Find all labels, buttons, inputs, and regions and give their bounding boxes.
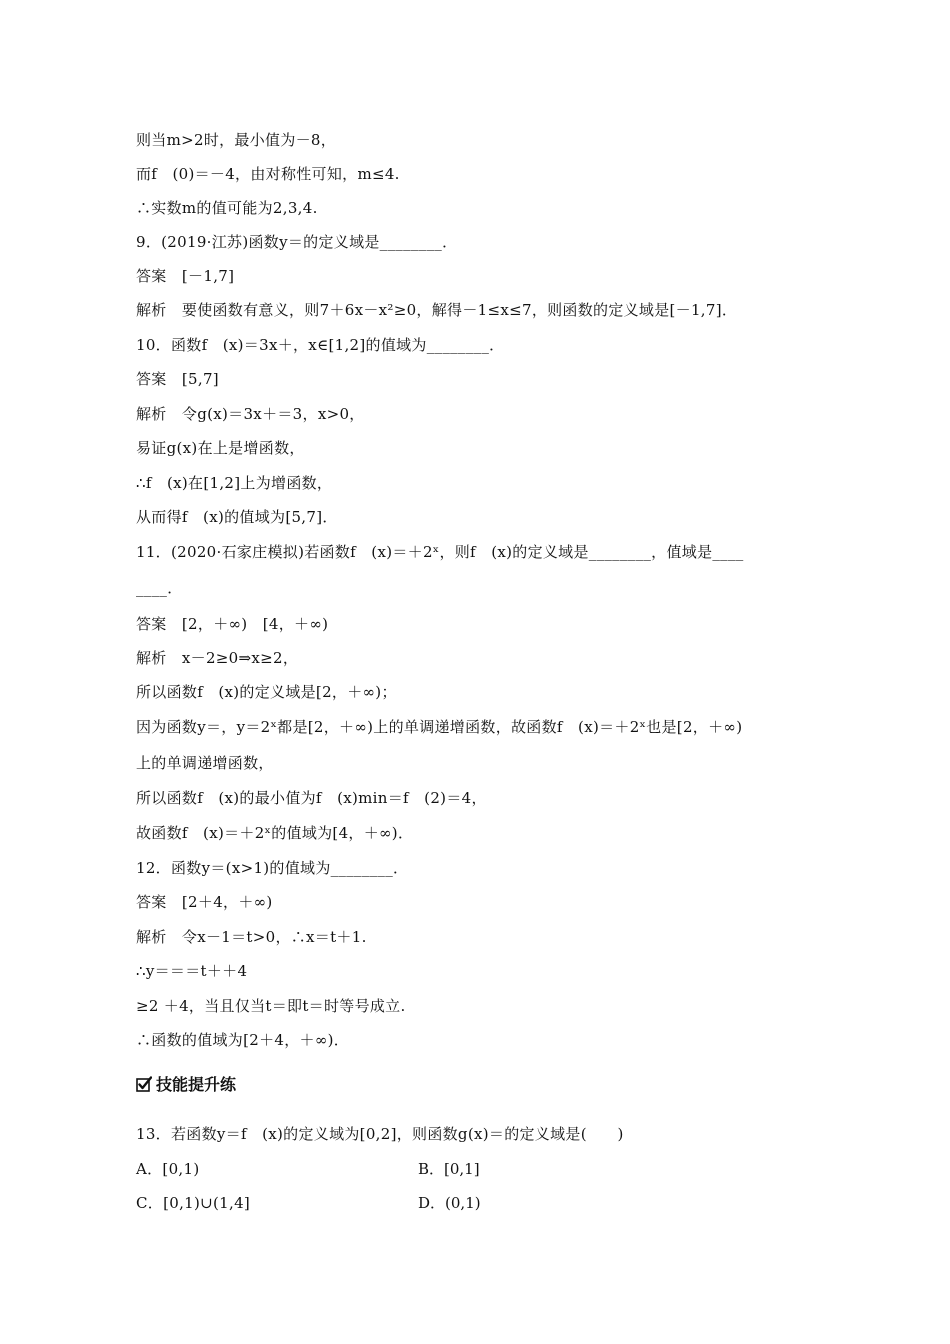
question-11: 11．(2020·石家庄模拟)若函数f (x)＝＋2ˣ，则f (x)的定义域是________，值域是____ [136,543,744,561]
text-line: ∴实数m的值可能为2,3,4. [136,199,318,217]
answer-11: 答案 [2，＋∞) [4，＋∞) [136,615,329,633]
text-line: 所以函数f (x)的最小值为f (x)min＝f (2)＝4， [136,789,487,807]
text-line: 故函数f (x)＝＋2ˣ的值域为[4，＋∞)． [136,824,414,842]
question-12: 12．函数y＝(x>1)的值域为________． [136,859,409,877]
analysis-9: 解析 要使函数有意义，则7＋6x－x²≥0，解得－1≤x≤7，则函数的定义域是[－1,7]． [136,301,738,319]
text-line: ∴y＝＝＝t＋＋4 [136,962,248,980]
text-line: 上的单调递增函数， [136,754,274,772]
question-13: 13．若函数y＝f (x)的定义域为[0,2]，则函数g(x)＝的定义域是( ) [136,1125,624,1143]
analysis-10: 解析 令g(x)＝3x＋＝3，x>0， [136,405,365,423]
text-line: 而f (0)＝－4，由对称性可知，m≤4. [136,165,400,183]
text-line: 则当m>2时，最小值为－8， [136,131,337,149]
text-line: 所以函数f (x)的定义域是[2，＋∞)； [136,683,397,701]
text-line: ∴f (x)在[1,2]上为增函数， [136,474,333,492]
option-c: C．[0,1)∪(1,4] [136,1194,251,1212]
text-line: 从而得f (x)的值域为[5,7]． [136,508,338,526]
section-title: 技能提升练 [156,1075,237,1094]
analysis-11: 解析 x－2≥0⇒x≥2， [136,649,299,667]
text-line: ∴函数的值域为[2＋4，＋∞)． [136,1031,350,1049]
analysis-12: 解析 令x－1＝t>0，∴x＝t＋1. [136,928,367,946]
text-line: ____． [136,579,183,597]
question-9: 9．(2019·江苏)函数y＝的定义域是________． [136,233,458,251]
checkbox-icon [136,1076,152,1092]
question-10: 10．函数f (x)＝3x＋，x∈[1,2]的值域为________． [136,336,505,354]
text-line: 易证g(x)在上是增函数， [136,439,305,457]
answer-10: 答案 [5,7] [136,370,219,388]
text-line: ≥2 ＋4，当且仅当t＝即t＝时等号成立. [136,997,406,1015]
text-line: 因为函数y＝，y＝2ˣ都是[2，＋∞)上的单调递增函数，故函数f (x)＝＋2ˣ也是[2，＋∞) [136,718,743,736]
answer-9: 答案 [－1,7] [136,267,235,285]
option-a: A．[0,1) [136,1160,200,1178]
option-d: D．(0,1) [418,1194,481,1212]
answer-12: 答案 [2＋4，＋∞) [136,893,273,911]
option-b: B．[0,1] [418,1160,480,1178]
section-heading [136,1072,236,1095]
